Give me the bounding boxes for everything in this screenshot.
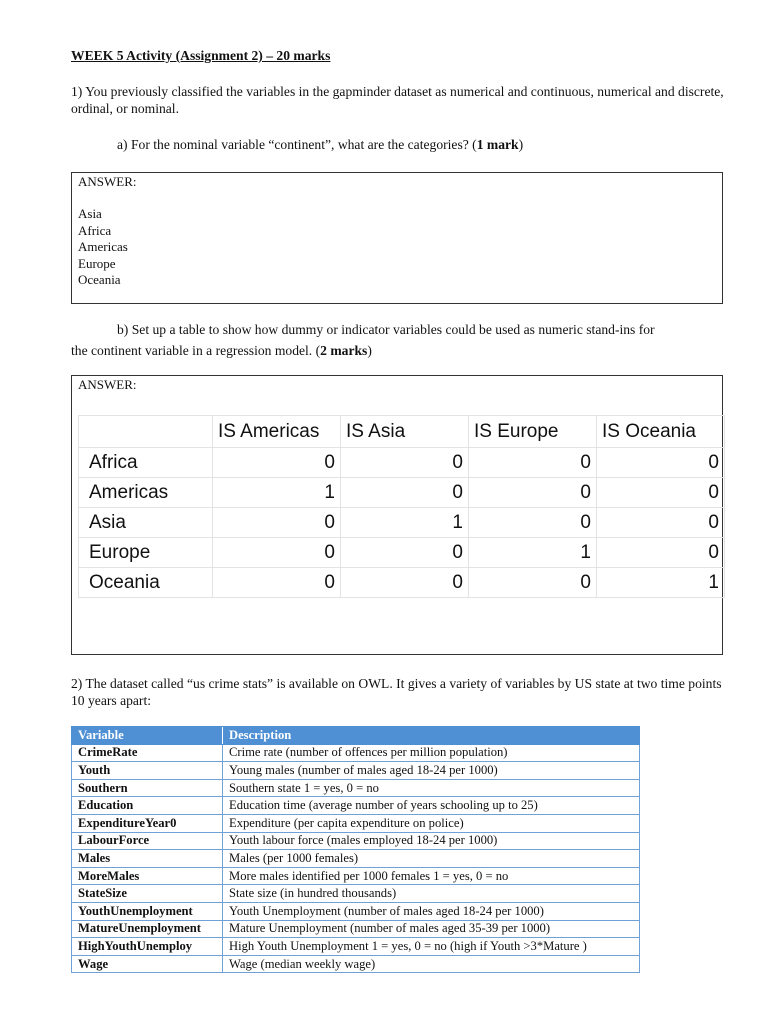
list-item: Americas bbox=[78, 239, 128, 254]
table-row bbox=[72, 885, 640, 903]
page-heading: WEEK 5 Activity (Assignment 2) – 20 marks bbox=[71, 48, 331, 63]
table-cell: 0 bbox=[469, 568, 597, 598]
table-row bbox=[72, 955, 640, 973]
question-2-text: 2) The dataset called “us crime stats” is available on OWL. It gives a variety of variables by US state at two time points 10 years apart: bbox=[71, 676, 722, 708]
table-cell: 0 bbox=[341, 448, 469, 478]
variable-name: ExpenditureYear0 bbox=[72, 814, 223, 832]
table-row bbox=[72, 938, 640, 956]
variable-name: Youth bbox=[72, 762, 223, 780]
table-header-cell: IS Europe bbox=[469, 416, 597, 448]
list-item: Europe bbox=[78, 255, 116, 271]
variable-description: Youth labour force (males employed 18-24 per 1000) bbox=[223, 832, 640, 850]
question-1b-marks: 2 marks bbox=[320, 343, 368, 358]
variable-name: StateSize bbox=[72, 885, 223, 903]
variable-description: Expenditure (per capita expenditure on police) bbox=[223, 814, 640, 832]
table-row bbox=[72, 867, 640, 885]
table-header-cell: IS Oceania bbox=[597, 416, 725, 448]
answer-box-1a bbox=[71, 172, 723, 304]
table-header-cell: Description bbox=[223, 727, 640, 745]
variable-name: Wage bbox=[72, 955, 223, 973]
table-cell: 0 bbox=[597, 448, 725, 478]
table-cell: 0 bbox=[597, 538, 725, 568]
row-label: Asia bbox=[79, 508, 213, 538]
table-row bbox=[72, 832, 640, 850]
table-row bbox=[79, 568, 725, 598]
table-cell: 0 bbox=[341, 538, 469, 568]
continent-list bbox=[78, 206, 128, 289]
variable-name: MoreMales bbox=[72, 867, 223, 885]
variable-name: Males bbox=[72, 850, 223, 868]
table-header-cell: IS Americas bbox=[213, 416, 341, 448]
table-cell: 0 bbox=[213, 448, 341, 478]
variable-description: Youth Unemployment (number of males aged 18-24 per 1000) bbox=[223, 902, 640, 920]
table-cell: 1 bbox=[469, 538, 597, 568]
row-label: Europe bbox=[79, 538, 213, 568]
table-cell: 0 bbox=[341, 568, 469, 598]
list-item: Africa bbox=[78, 222, 112, 238]
table-cell: 0 bbox=[469, 508, 597, 538]
answer-label: ANSWER: bbox=[78, 377, 137, 392]
answer-label: ANSWER: bbox=[78, 174, 137, 189]
variables-table bbox=[71, 726, 640, 973]
variable-description: State size (in hundred thousands) bbox=[223, 885, 640, 903]
table-cell: 0 bbox=[341, 478, 469, 508]
list-item: Oceania bbox=[78, 272, 121, 287]
table-row bbox=[79, 448, 725, 478]
table-row bbox=[72, 744, 640, 762]
table-row bbox=[72, 850, 640, 868]
variable-description: Crime rate (number of offences per million population) bbox=[223, 744, 640, 762]
variable-name: MatureUnemployment bbox=[72, 920, 223, 938]
table-cell: 0 bbox=[469, 478, 597, 508]
dummy-variable-table bbox=[78, 415, 725, 598]
table-cell: 0 bbox=[213, 538, 341, 568]
variable-name: YouthUnemployment bbox=[72, 902, 223, 920]
table-cell: 0 bbox=[469, 448, 597, 478]
table-row bbox=[72, 814, 640, 832]
variable-description: More males identified per 1000 females 1 = yes, 0 = no bbox=[223, 867, 640, 885]
question-1a-marks: 1 mark bbox=[476, 137, 519, 152]
question-1a-text: a) For the nominal variable “continent”, what are the categories? (1 mark) bbox=[117, 137, 524, 152]
table-cell: 0 bbox=[213, 568, 341, 598]
question-1b-line1: b) Set up a table to show how dummy or indicator variables could be used as numeric stand-ins for bbox=[117, 322, 655, 337]
row-label: Oceania bbox=[79, 568, 213, 598]
table-row bbox=[79, 508, 725, 538]
table-header-cell: IS Asia bbox=[341, 416, 469, 448]
table-cell: 0 bbox=[597, 508, 725, 538]
table-cell: 0 bbox=[597, 478, 725, 508]
table-row bbox=[72, 920, 640, 938]
variable-name: Education bbox=[72, 797, 223, 815]
table-row bbox=[79, 538, 725, 568]
table-header-cell bbox=[79, 416, 213, 448]
table-header-row bbox=[79, 416, 725, 448]
variable-description: Southern state 1 = yes, 0 = no bbox=[223, 779, 640, 797]
list-item: Asia bbox=[78, 206, 102, 221]
table-row bbox=[72, 779, 640, 797]
table-row bbox=[72, 762, 640, 780]
variable-description: Young males (number of males aged 18-24 per 1000) bbox=[223, 762, 640, 780]
variable-name: LabourForce bbox=[72, 832, 223, 850]
table-header-row bbox=[72, 727, 640, 745]
question-1-text: 1) You previously classified the variables in the gapminder dataset as numerical and continuous, numerical and discrete, ordinal, or nominal. bbox=[71, 84, 724, 116]
table-row bbox=[79, 478, 725, 508]
variable-name: Southern bbox=[72, 779, 223, 797]
question-1b-line2: the continent variable in a regression model. (2 marks) bbox=[71, 343, 372, 358]
table-row bbox=[72, 902, 640, 920]
variable-name: HighYouthUnemploy bbox=[72, 938, 223, 956]
row-label: Americas bbox=[79, 478, 213, 508]
variable-name: CrimeRate bbox=[72, 744, 223, 762]
table-cell: 0 bbox=[213, 508, 341, 538]
variable-description: Males (per 1000 females) bbox=[223, 850, 640, 868]
table-row bbox=[72, 797, 640, 815]
row-label: Africa bbox=[79, 448, 213, 478]
table-header-cell: Variable bbox=[72, 727, 223, 745]
variable-description: High Youth Unemployment 1 = yes, 0 = no (high if Youth >3*Mature ) bbox=[223, 938, 640, 956]
variable-description: Mature Unemployment (number of males aged 35-39 per 1000) bbox=[223, 920, 640, 938]
table-cell: 1 bbox=[213, 478, 341, 508]
variable-description: Education time (average number of years schooling up to 25) bbox=[223, 797, 640, 815]
variable-description: Wage (median weekly wage) bbox=[223, 955, 640, 973]
table-cell: 1 bbox=[597, 568, 725, 598]
table-cell: 1 bbox=[341, 508, 469, 538]
